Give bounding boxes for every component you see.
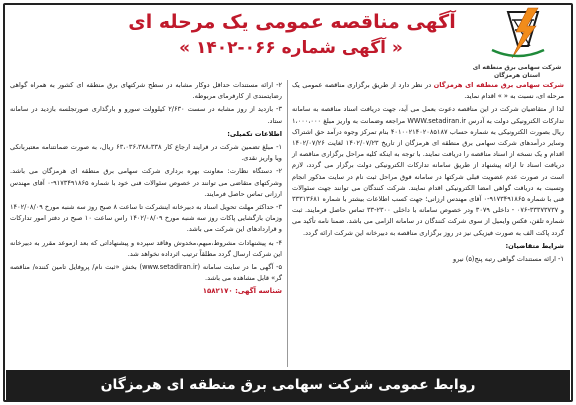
column-divider: [287, 80, 288, 367]
logo-caption-line2: استان هرمزگان: [493, 72, 541, 79]
left-column: [10, 80, 282, 298]
condition-item-2: ۲- ارائه مستندات حداقل دوکار مشابه در سطح شرکتهای برق منطقه ای کشور به همراه گواهی رضایتمندی از کارفرمای مربوطه.: [10, 81, 282, 101]
info-item-2: ۲- دستگاه نظارت: معاونت بهره برداری شرکت سهامی برق منطقه ای هرمزگان می باشد. وشرکتهای متقاضی می توانند در خصوص سئوالات فنی خود با شماره ۹۱۷۳۴۹۱۸۶۵-۰ آقای مهندس ارزانی تماس حاصل فرمایند.: [10, 167, 282, 198]
right-column: [292, 80, 564, 267]
ad-subtitle: « آگهی شماره ۰۶۶-۱۴۰۲ »: [179, 38, 403, 58]
info-heading: اطلاعات تکمیلی:: [227, 129, 282, 138]
logo-caption-line1: شرکت سهامی برق منطقه ای: [472, 64, 562, 71]
lead-text: در نظر دارد از طریق برگزاری مناقصه عمومی یک مرحله ای، نسبت به « » اقدام نماید.: [292, 81, 564, 101]
condition-item-3: ۳- بازدید از روز مشابه در سست ۲/۶۳۰ کیلوولت سورو و بارگذاری صورتجلسه بازدید در سامانه ستاد.: [10, 105, 282, 125]
conditions-heading: شرایط متقاضیان:: [505, 241, 564, 250]
lead-paragraph: [292, 80, 564, 102]
footer-banner: روابط عمومی شرکت سهامی برق منطقه ای هرمزگان: [6, 370, 570, 400]
ad-header: [6, 6, 570, 79]
logo-caption: [472, 64, 562, 80]
info-item-5: ۵- آگهی ما در سایت سامانه (www.setadiran.ir) بخش «ثبت نام/ پروفایل تامین کننده/ مناقصه گر» قابل مشاهده می باشد.: [10, 263, 283, 283]
company-name: شرکت سهامی برق منطقه ای هرمزگان: [433, 81, 564, 89]
info-item-3: ۳- حداکثر مهلت تحویل اسناد به دبیرخانه اینشرکت تا ساعت ۸ صبح روز سه شنبه مورخ ۱۴۰۲/۰۸/۰۹ وزمان بازگشایی پاکات روز سه شنبه مورخ ۱۴۰۲/۰۸/۰۹ راس ساعت ۱۰ صبح در دفتر امور تدارکات و قراردادهای این شرکت می باشد.: [10, 203, 282, 234]
body-paragraph: لذا از متقاضیان شرکت در این مناقصه دعوت بعمل می آید، جهت دریافت اسناد مناقصه به سامانه تدارکات الکترونیکی دولت به آدرس WWW.setadiran.ir مراجعه وضمانت به واریز مبلغ ۱،۰۰۰،۰۰۰ ریال بصورت الکترونیکی به شماره حساب ۴۰۱۰۰۲۱۴۰۲۰۸۵۱۸۷ بنام تمرکز وجوه درآمد حق اشتراک وسایر درآمدهای شرکت سهامی برق منطقه ای هرمزگان از تاریخ ۱۴۰۲/۰۷/۲۳ لغایت ۱۴۰۲/۰۷/۲۶ اقدام و یک نسخه از اسناد مناقصه را دریافت نمایند. با توجه به اینکه کلیه مراحل برگزاری مناقصه از دریافت اسناد تا ارائه پیشنهاد از طریق سامانه تدارکات الکترونیکی دولت برگزار می گردد، لازم است در صورت عدم عضویت قبلی شرکتها در سامانه فوق مراحل ثبت نام در سایت مذکور انجام وتسبت به دریافت گواهی امضا الکترونیکی اقدام نمایند. شرکت کنندگان می توانند جهت سئوالات فنی با شماره ۹۱۷۳۴۹۱۸۶۵-۰ آقای مهندس ارزانی؛ جهت کسب اطلاعات بیشتر با شماره ۳۳۳۱۳۶۸۱ و ۳۳۳۷۳۷۳۷-۰۷۶ - داخلی ۳۰۷۹ ودر خصوص سامانه با داخلی ۲۳۰۰-۳۳ تماس حاصل فرمایند. ثبت شماره تلفن، فکس وایمیل از سوی شرکت کنندگان در سامانه الزامی می باشد. ضمنا نامه تأکید می گردد پاکت الف به صورت فیزیکی نیز در روز برگزاری مناقصه به دبیرخانه این شرکت ارائه گردد.: [292, 105, 565, 237]
ad-title: آگهی مناقصه عمومی یک مرحله ای: [128, 11, 456, 33]
info-item-1: ۱- مبلغ تضمین شرکت در فرایند ارجاع کار ۶۳،۰۳۶،۳۸۸،۳۳۸ ریال، به صورت ضمانتنامه معتبربانکی ویا واریز نقدی.: [10, 143, 282, 163]
ad-code: شناسه آگهی: ۱۵۸۲۱۷۰: [202, 287, 282, 296]
condition-item-1: ۱- ارائه مستندات گواهی رتبه پنج(۵) نیرو: [453, 255, 564, 264]
info-item-4: ۴- به پیشنهادات مشروط،مبهم،مخدوش وفاقد سپرده و پیشنهاداتی که بعد ازموعد مقرر به دبیرخانه این شرکت ارسال گردد مطلقاً ترتیب اثرداده نخواهد شد.: [10, 238, 282, 258]
